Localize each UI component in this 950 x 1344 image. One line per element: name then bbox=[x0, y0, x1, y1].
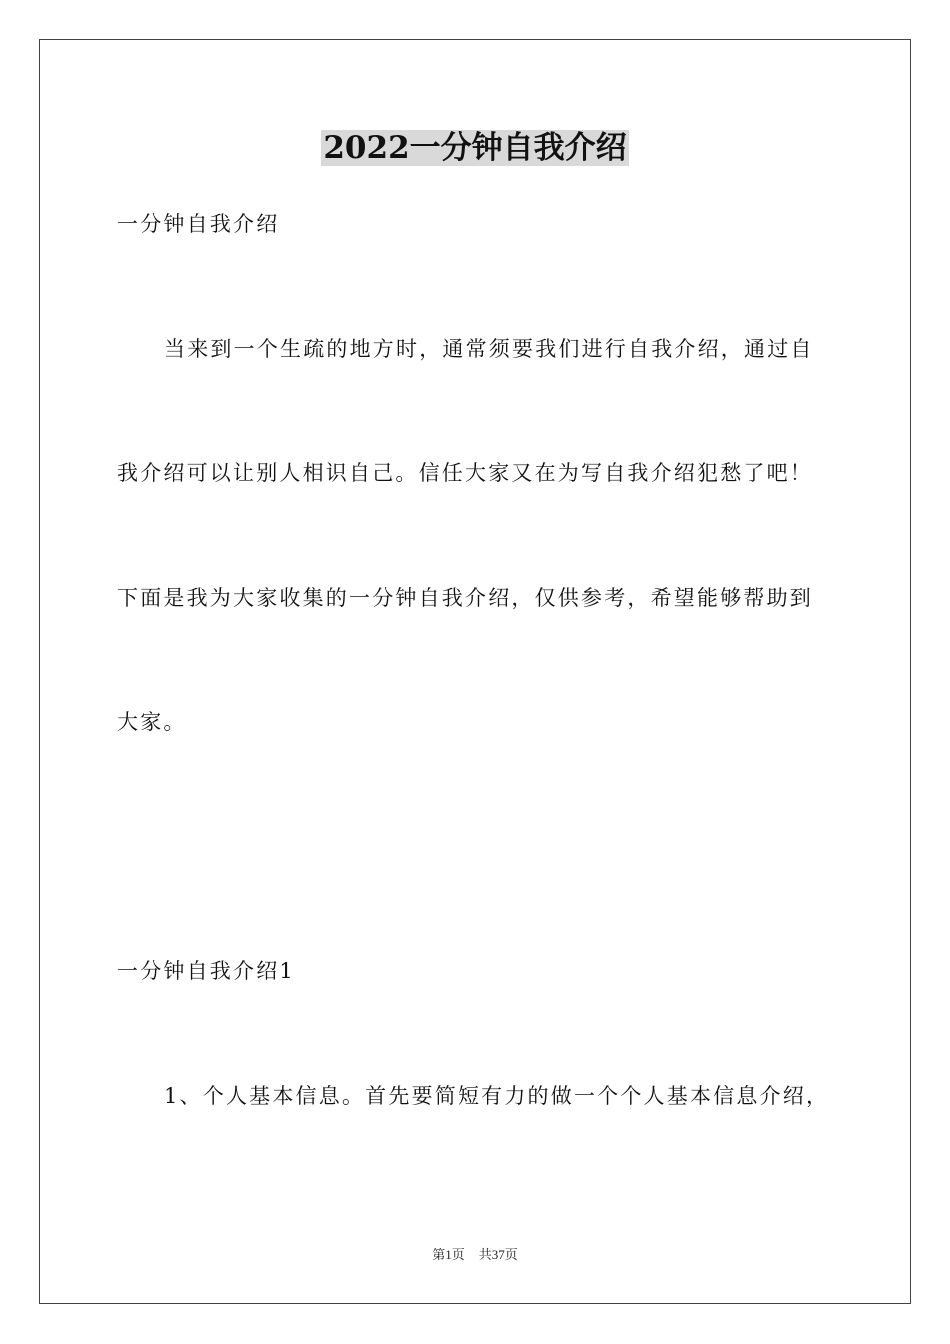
section-heading: 一分钟自我介绍 bbox=[117, 212, 280, 236]
paragraph-line: 大家。 bbox=[117, 710, 187, 734]
page-footer bbox=[0, 1246, 950, 1264]
section-heading: 一分钟自我介绍1 bbox=[117, 959, 295, 983]
paragraph-line: 我介绍可以让别人相识自己。信任大家又在为写自我介绍犯愁了吧！ bbox=[117, 461, 813, 485]
page-total: 共37页 bbox=[478, 1247, 518, 1262]
page-number: 第1页 bbox=[432, 1247, 465, 1262]
document-title bbox=[0, 126, 950, 170]
paragraph-line: 下面是我为大家收集的一分钟自我介绍，仅供参考，希望能够帮助到 bbox=[117, 586, 813, 610]
document-title-text: 2022一分钟自我介绍 bbox=[323, 130, 627, 166]
paragraph-line: 1、个人基本信息。首先要简短有力的做一个个人基本信息介绍， bbox=[164, 1084, 830, 1108]
paragraph-line: 当来到一个生疏的地方时，通常须要我们进行自我介绍，通过自 bbox=[164, 337, 814, 361]
